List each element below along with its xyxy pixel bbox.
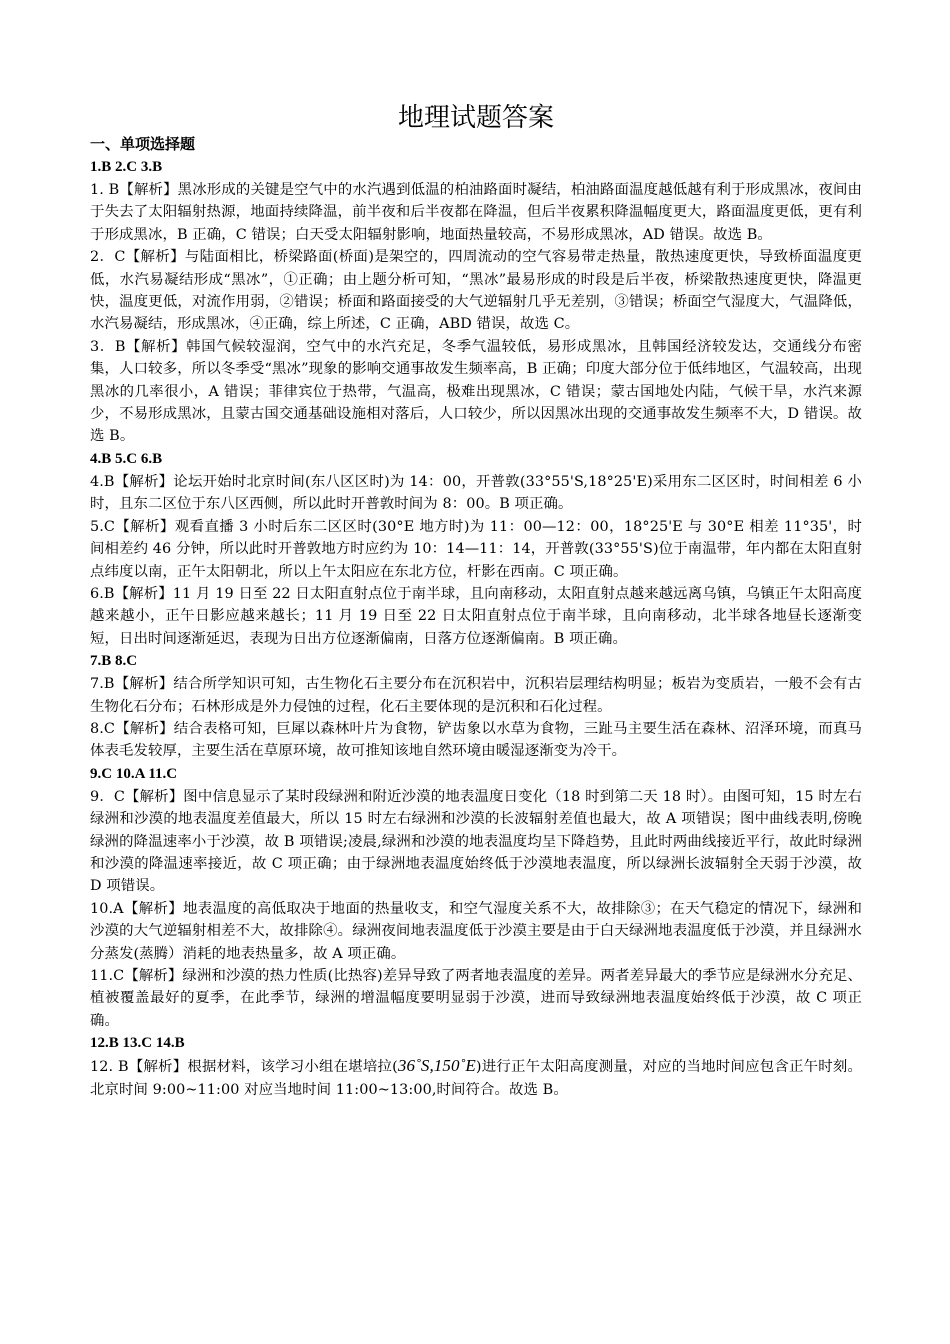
coordinate-formula: 36˚S,150˚E xyxy=(397,1056,476,1076)
q12-text-after: )进行正午太阳高度测量，对应的当地时间应包含正午时刻。北京时间 9:00~11:00 对应当地时间 11:00~13:00,时间符合。故选 B。 xyxy=(90,1059,862,1098)
explanation-q6: 6.B【解析】11 月 19 日至 22 日太阳直射点位于南半球，且向南移动，太阳直射点越来越远离乌镇，乌镇正午太阳高度越来越小，正午日影应越来越长；11 月 19 日至 22 日太阳直射点位于南半球，且向南移动，北半球各地昼长逐渐变短，日出时间逐渐延迟，表现为日出方位逐渐偏南，日落方位逐渐偏南。B 项正确。 xyxy=(90,585,862,647)
answer-key-9-11: 9.C 10.A 11.C xyxy=(90,765,178,782)
explanation-q3: 3．B【解析】韩国气候较湿润，空气中的水汽充足，冬季气温较低，易形成黑冰，且韩国经济较发达，交通线分布密集，人口较多，所以冬季受“黑冰”现象的影响交通事故发生频率高，B 正确；印度大部分位于低纬地区，气温较高，出现黑冰的几率很小，A 错误；菲律宾位于热带，气温高，极难出现黑冰，C 错误；蒙古国地处内陆，气候干旱，水汽来源少，不易形成黑冰，且蒙古国交通基础设施相对落后，人口较少，所以因黑冰出现的交通事故发生频率不大，D 错误。故选 B。 xyxy=(90,338,862,445)
answer-key-12-14: 12.B 13.C 14.B xyxy=(90,1035,185,1052)
explanation-q7: 7.B【解析】结合所学知识可知，古生物化石主要分布在沉积岩中，沉积岩层理结构明显；板岩为变质岩，一般不会有古生物化石分布；石林形成是外力侵蚀的过程，化石主要体现的是沉积和石化过程。 xyxy=(90,676,862,715)
explanation-q4: 4.B【解析】论坛开始时北京时间(东八区区时)为 14：00，开普敦(33°55'S,18°25'E)采用东二区区时，时间相差 6 小时，且东二区位于东八区西侧，所以此时开普敦时间为 8：00。B 项正确。 xyxy=(90,473,862,513)
document-body xyxy=(90,133,862,1101)
explanation-q10: 10.A【解析】地表温度的高低取决于地面的热量收支，和空气湿度关系不大，故排除③；在天气稳定的情况下，绿洲和沙漠的大气逆辐射相差不大，故排除④。绿洲夜间地表温度低于沙漠主要是由于白天绿洲地表温度低于沙漠，并且绿洲水分蒸发(蒸腾）消耗的地表热量多，故 A 项正确。 xyxy=(90,900,862,962)
explanation-q12 xyxy=(90,1055,862,1101)
answer-key-4-6: 4.B 5.C 6.B xyxy=(90,450,163,467)
answer-key-1-3: 1.B 2.C 3.B xyxy=(90,159,163,175)
explanation-q9: 9．C【解析】图中信息显示了某时段绿洲和附近沙漠的地表温度日变化（18 时到第二天 18 时）。由图可知，15 时左右绿洲和沙漠的地表温度差值最大，所以 15 时左右绿洲和沙漠的长波辐射差值也最大，故 A 项错误；图中曲线表明,傍晚绿洲的降温速率小于沙漠，故 B 项错误;凌晨,绿洲和沙漠的地表温度均呈下降趋势，且此时两曲线接近平行，故此时绿洲和沙漠的降温速率接近，故 C 项正确；由于绿洲地表温度始终低于沙漠地表温度，所以绿洲长波辐射全天弱于沙漠，故 D 项错误。 xyxy=(90,788,863,895)
page-title: 地理试题答案 xyxy=(397,103,554,133)
explanation-q5: 5.C【解析】观看直播 3 小时后东二区区时(30°E 地方时)为 11：00—12：00，18°25'E 与 30°E 相差 11°35'，时间相差约 46 分钟，所以此时开普敦地方时应约为 10：14—11：14，开普敦(33°55'S)位于南温带，年内都在太阳直射点纬度以南，正午太阳朝北，所以上午太阳应在东北方位，杆影在西南。C 项正确。 xyxy=(90,518,862,580)
q12-text-before: 12. B【解析】根据材料，该学习小组在堪培拉( xyxy=(90,1059,398,1076)
explanation-q11: 11.C【解析】绿洲和沙漠的热力性质(比热容)差异导致了两者地表温度的差异。两者差异最大的季节应是绿洲水分充足、植被覆盖最好的夏季，在此季节，绿洲的增温幅度要明显弱于沙漠，进而导致绿洲地表温度始终低于沙漠，故 C 项正确。 xyxy=(90,968,862,1029)
section-heading: 一、单项选择题 xyxy=(90,135,196,153)
answer-key-7-8: 7.B 8.C xyxy=(90,653,138,670)
explanation-q1: 1. B【解析】黑冰形成的关键是空气中的水汽遇到低温的柏油路面时凝结，柏油路面温度越低越有利于形成黑冰，夜间由于失去了太阳辐射热源，地面持续降温，前半夜和后半夜都在降温，但后半夜累积降温幅度更大，路面温度更低，更有利于形成黑冰，B 正确，C 错误；白天受太阳辐射影响，地面热量较高，不易形成黑冰，AD 错误。故选 B。 xyxy=(90,182,862,243)
explanation-q2: 2．C【解析】与陆面相比，桥梁路面(桥面)是架空的，四周流动的空气容易带走热量，散热速度更快，导致桥面温度更低，水汽易凝结形成“黑冰”，①正确；由上题分析可知，“黑冰”最易形成的时段是后半夜，桥梁散热速度更快，降温更快，温度更低，对流作用弱，②错误；桥面和路面接受的大气逆辐射几乎无差别，③错误；桥面空气湿度大，气温降低，水汽易凝结，形成黑冰，④正确，综上所述，C 正确，ABD 错误，故选 C。 xyxy=(90,249,862,333)
explanation-q8: 8.C【解析】结合表格可知，巨犀以森林叶片为食物，铲齿象以水草为食物，三趾马主要生活在森林、沼泽环境，而真马体表毛发较厚，主要生活在草原环境，故可推知该地自然环境由暖湿逐渐变为冷干。 xyxy=(90,720,862,760)
